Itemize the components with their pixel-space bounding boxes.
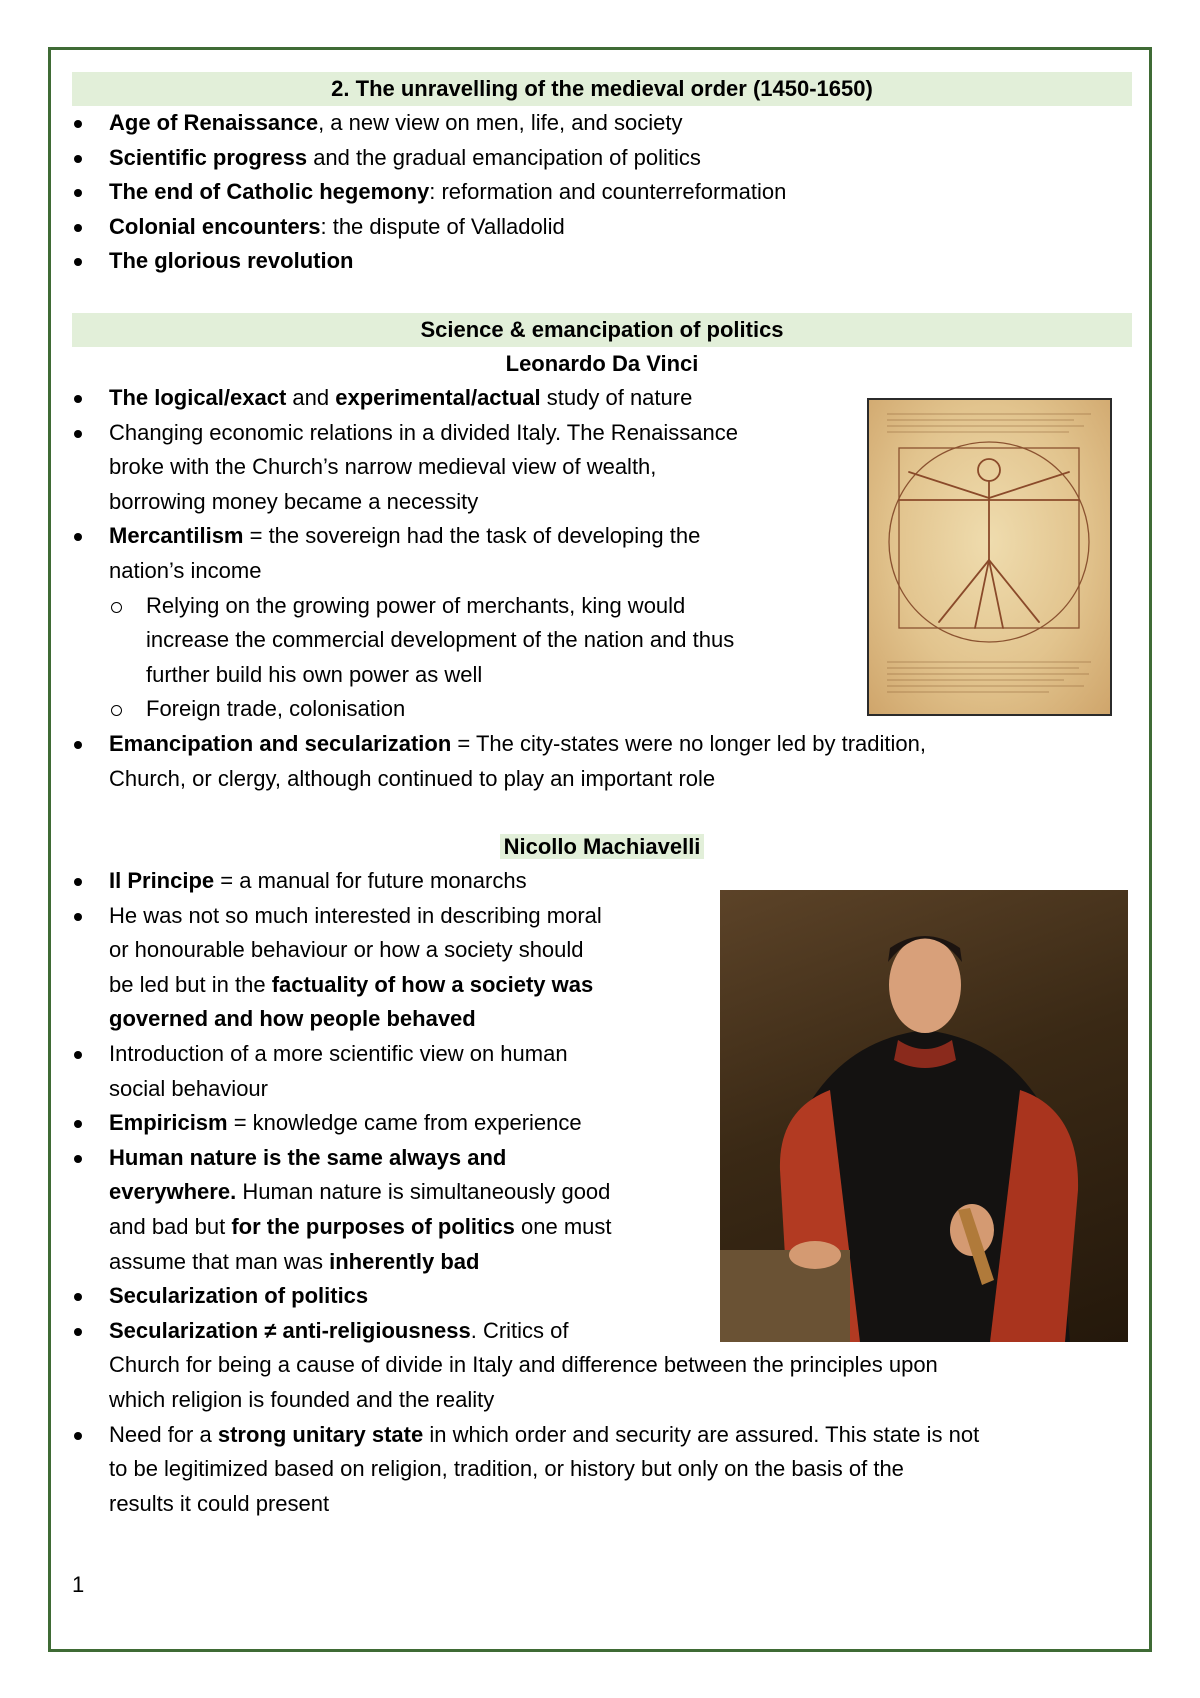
list-item: Human nature is the same always and everywhere. Human nature is simultaneously good and bad but for the purposes of politics one must assume that man was inherently bad: [72, 1141, 1132, 1279]
list-item: He was not so much interested in describing moral or honourable behaviour or how a society should be led but in the factuality of how a society was governed and how people behaved: [72, 899, 1132, 1037]
list-item: Age of Renaissance, a new view on men, life, and society: [72, 106, 1132, 141]
list-item: Changing economic relations in a divided Italy. The Renaissance broke with the Church’s narrow medieval view of wealth, borrowing money became a necessity: [72, 416, 1132, 520]
list-item: Il Principe = a manual for future monarchs: [72, 864, 1132, 899]
overview-list: [72, 106, 1132, 279]
section-title-science: Science & emancipation of politics: [72, 313, 1132, 347]
list-item: Scientific progress and the gradual emancipation of politics: [72, 141, 1132, 176]
list-item: Mercantilism = the sovereign had the task of developing the nation’s income: [72, 519, 1132, 588]
section-title-medieval-order: 2. The unravelling of the medieval order (1450-1650): [72, 72, 1132, 106]
list-item: Colonial encounters: the dispute of Valladolid: [72, 210, 1132, 245]
vitruvian-man-drawing: [869, 400, 1110, 714]
list-item: Secularization of politics: [72, 1279, 1132, 1314]
sub-list-item: Relying on the growing power of merchants, king would increase the commercial development of the nation and thus further build his own power as well: [72, 589, 1132, 693]
list-item: The glorious revolution: [72, 244, 1132, 279]
page-number: 1: [72, 1572, 85, 1597]
list-item: Need for a strong unitary state in which order and security are assured. This state is not to be legitimized based on religion, tradition, or history but only on the basis of the results it could present: [72, 1418, 1132, 1522]
heading-da-vinci: Leonardo Da Vinci: [505, 350, 699, 376]
list-item: Empiricism = knowledge came from experience: [72, 1106, 1132, 1141]
list-item: Emancipation and secularization = The city-states were no longer led by tradition, Church, or clergy, although continued to play an important role: [72, 727, 1132, 796]
list-item: The logical/exact and experimental/actual study of nature: [72, 381, 1132, 416]
machiavelli-portrait-image: [720, 890, 1128, 1342]
portrait-of-machiavelli: [720, 890, 1128, 1342]
heading-machiavelli: Nicollo Machiavelli: [72, 830, 1132, 864]
vitruvian-man-image: [867, 398, 1112, 716]
list-item: The end of Catholic hegemony: reformation and counterreformation: [72, 175, 1132, 210]
sub-list-item: Foreign trade, colonisation: [72, 692, 1132, 727]
list-item: Secularization ≠ anti-religiousness. Critics of Church for being a cause of divide in Italy and difference between the principles upon which religion is founded and the reality: [72, 1314, 1132, 1418]
list-item: Introduction of a more scientific view on human social behaviour: [72, 1037, 1132, 1106]
